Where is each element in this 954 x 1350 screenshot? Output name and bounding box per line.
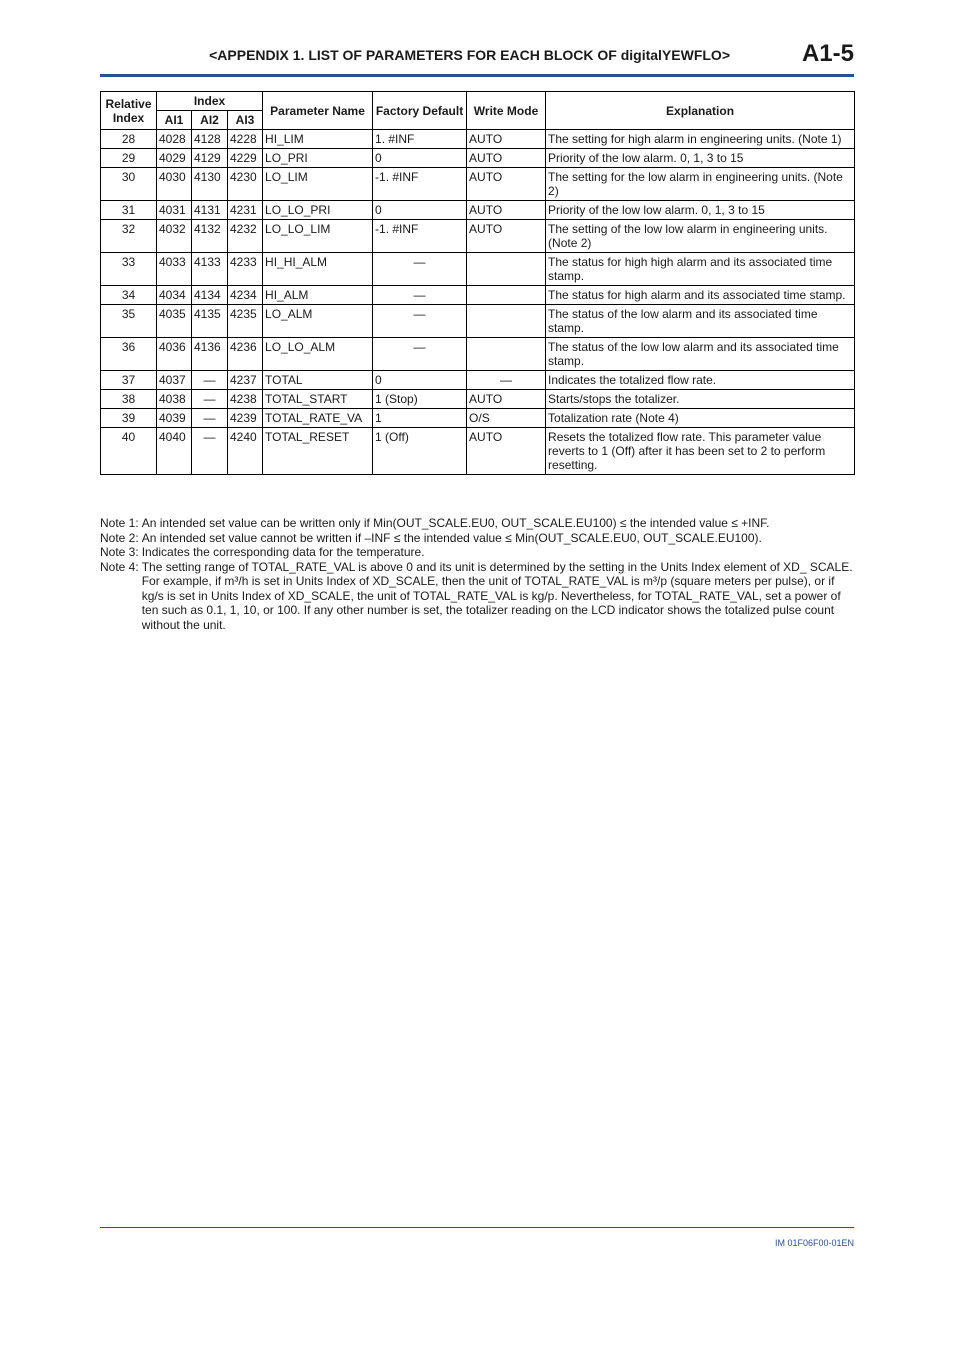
cell-parameter-name: HI_LIM [263, 130, 373, 149]
note-label: Note 3: [100, 545, 139, 559]
table-row [101, 409, 855, 428]
cell-explanation: The setting for high alarm in engineering units. (Note 1) [546, 130, 855, 149]
cell-explanation: The setting for the low alarm in engineering units. (Note 2) [546, 168, 855, 201]
table-row [101, 168, 855, 201]
cell-factory-default: 0 [373, 149, 467, 168]
cell-ai2-index: 4134 [192, 286, 228, 305]
cell-ai2-index: — [192, 390, 228, 409]
note-label: Note 2: [100, 530, 139, 545]
cell-factory-default: 1 (Stop) [373, 390, 467, 409]
cell-ai3-index: 4238 [228, 390, 263, 409]
cell-write-mode: AUTO [467, 390, 546, 409]
cell-ai1-index: 4035 [157, 305, 192, 338]
cell-factory-default: 1 (Off) [373, 428, 467, 475]
cell-explanation: Starts/stops the totalizer. [546, 390, 855, 409]
table-row [101, 253, 855, 286]
note-item [100, 560, 854, 633]
cell-parameter-name: TOTAL_START [263, 390, 373, 409]
cell-ai1-index: 4030 [157, 168, 192, 201]
cell-factory-default: 1 [373, 409, 467, 428]
cell-ai3-index: 4232 [228, 220, 263, 253]
cell-relative-index: 35 [101, 305, 157, 338]
cell-explanation: The status of the low alarm and its associated time stamp. [546, 305, 855, 338]
cell-ai1-index: 4033 [157, 253, 192, 286]
header-factory-default: Factory Default [373, 92, 467, 130]
cell-write-mode: AUTO [467, 428, 546, 475]
header-parameter-name: Parameter Name [263, 92, 373, 130]
cell-relative-index: 39 [101, 409, 157, 428]
cell-ai3-index: 4236 [228, 338, 263, 371]
header-index: Index [157, 92, 263, 111]
cell-ai2-index: 4135 [192, 305, 228, 338]
note-label: Note 4: [100, 559, 139, 574]
cell-ai3-index: 4237 [228, 371, 263, 390]
table-row [101, 130, 855, 149]
header-relative-index: Relative Index [101, 92, 157, 130]
cell-write-mode: O/S [467, 409, 546, 428]
cell-ai1-index: 4029 [157, 149, 192, 168]
notes-section [100, 516, 854, 632]
table-row [101, 286, 855, 305]
cell-parameter-name: LO_LIM [263, 168, 373, 201]
cell-relative-index: 29 [101, 149, 157, 168]
cell-explanation: Priority of the low alarm. 0, 1, 3 to 15 [546, 149, 855, 168]
note-text: An intended set value can be written only if Min(OUT_SCALE.EU0, OUT_SCALE.EU100) ≤ the intended value ≤ +INF. [141, 516, 770, 530]
cell-explanation: Indicates the totalized flow rate. [546, 371, 855, 390]
cell-factory-default: — [373, 338, 467, 371]
note-label: Note 1: [100, 516, 139, 530]
cell-write-mode [467, 286, 546, 305]
cell-parameter-name: LO_PRI [263, 149, 373, 168]
cell-relative-index: 33 [101, 253, 157, 286]
cell-write-mode [467, 338, 546, 371]
page-number: A1-5 [801, 40, 854, 67]
cell-ai2-index: 4130 [192, 168, 228, 201]
cell-ai3-index: 4234 [228, 286, 263, 305]
cell-factory-default: 0 [373, 371, 467, 390]
cell-write-mode: — [467, 371, 546, 390]
header-explanation: Explanation [546, 92, 855, 130]
cell-ai2-index: 4131 [192, 201, 228, 220]
header-ai2: AI2 [192, 111, 228, 130]
cell-explanation: The status of the low low alarm and its associated time stamp. [546, 338, 855, 371]
cell-ai2-index: 4128 [192, 130, 228, 149]
cell-ai3-index: 4240 [228, 428, 263, 475]
header-ai1: AI1 [157, 111, 192, 130]
header-divider [100, 74, 854, 77]
note-item [100, 545, 854, 560]
table-header-row [101, 92, 855, 111]
cell-ai2-index: 4132 [192, 220, 228, 253]
cell-ai3-index: 4228 [228, 130, 263, 149]
cell-factory-default: — [373, 286, 467, 305]
cell-ai3-index: 4230 [228, 168, 263, 201]
cell-ai3-index: 4231 [228, 201, 263, 220]
cell-ai1-index: 4038 [157, 390, 192, 409]
parameter-table [100, 91, 855, 475]
header-ai3: AI3 [228, 111, 263, 130]
cell-ai1-index: 4037 [157, 371, 192, 390]
cell-ai1-index: 4036 [157, 338, 192, 371]
table-row [101, 390, 855, 409]
note-text: The setting range of TOTAL_RATE_VAL is above 0 and its unit is determined by the setting in the Units Index element of XD_ SCALE. For example, if m³/h is set in Units Index of XD_SCALE, then the unit of TOTAL_RATE_VAL is m³/p (square meters per pulse), or if kg/s is set in Units Index of XD_SCALE, the unit of TOTAL_RATE_VAL is kg/p. Nevertheless, for TOTAL_RATE_VAL, set a power of ten such as 0.1, 1, 10, or 100. If any other number is set, the totalizer reading on the LCD indicator shows the totalized pulse count without the unit. [141, 559, 853, 632]
cell-factory-default: — [373, 305, 467, 338]
cell-explanation: The status for high high alarm and its associated time stamp. [546, 253, 855, 286]
cell-write-mode: AUTO [467, 130, 546, 149]
cell-parameter-name: LO_LO_PRI [263, 201, 373, 220]
cell-write-mode: AUTO [467, 149, 546, 168]
cell-ai2-index: — [192, 371, 228, 390]
note-item [100, 531, 854, 546]
cell-explanation: Resets the totalized flow rate. This parameter value reverts to 1 (Off) after it has been set to 2 to perform resetting. [546, 428, 855, 475]
cell-write-mode [467, 253, 546, 286]
cell-factory-default: — [373, 253, 467, 286]
note-text: Indicates the corresponding data for the temperature. [141, 545, 425, 559]
table-row [101, 305, 855, 338]
document-code: IM 01F06F00-01EN [774, 1238, 854, 1248]
cell-ai1-index: 4028 [157, 130, 192, 149]
cell-write-mode: AUTO [467, 201, 546, 220]
note-item [100, 516, 854, 531]
cell-relative-index: 36 [101, 338, 157, 371]
table-body [101, 130, 855, 475]
note-text: An intended set value cannot be written if –INF ≤ the intended value ≤ Min(OUT_SCALE.EU0, OUT_SCALE.EU100). [141, 530, 762, 545]
cell-relative-index: 32 [101, 220, 157, 253]
table-row [101, 220, 855, 253]
cell-relative-index: 28 [101, 130, 157, 149]
cell-write-mode: AUTO [467, 220, 546, 253]
cell-relative-index: 38 [101, 390, 157, 409]
cell-relative-index: 31 [101, 201, 157, 220]
cell-ai1-index: 4034 [157, 286, 192, 305]
cell-ai2-index: — [192, 428, 228, 475]
cell-ai2-index: 4133 [192, 253, 228, 286]
cell-factory-default: 0 [373, 201, 467, 220]
cell-parameter-name: TOTAL [263, 371, 373, 390]
cell-relative-index: 37 [101, 371, 157, 390]
cell-ai2-index: 4136 [192, 338, 228, 371]
cell-ai3-index: 4229 [228, 149, 263, 168]
cell-ai1-index: 4032 [157, 220, 192, 253]
cell-factory-default: -1. #INF [373, 168, 467, 201]
cell-explanation: Totalization rate (Note 4) [546, 409, 855, 428]
cell-explanation: Priority of the low low alarm. 0, 1, 3 to 15 [546, 201, 855, 220]
table-row [101, 149, 855, 168]
cell-ai2-index: 4129 [192, 149, 228, 168]
cell-parameter-name: HI_ALM [263, 286, 373, 305]
cell-factory-default: 1. #INF [373, 130, 467, 149]
cell-write-mode [467, 305, 546, 338]
cell-relative-index: 34 [101, 286, 157, 305]
cell-relative-index: 30 [101, 168, 157, 201]
cell-parameter-name: LO_ALM [263, 305, 373, 338]
cell-parameter-name: TOTAL_RESET [263, 428, 373, 475]
cell-ai3-index: 4233 [228, 253, 263, 286]
cell-explanation: The setting of the low low alarm in engineering units. (Note 2) [546, 220, 855, 253]
footer-divider [100, 1227, 854, 1228]
cell-parameter-name: TOTAL_RATE_VA [263, 409, 373, 428]
cell-ai2-index: — [192, 409, 228, 428]
cell-ai1-index: 4040 [157, 428, 192, 475]
table-row [101, 428, 855, 475]
cell-explanation: The status for high alarm and its associated time stamp. [546, 286, 855, 305]
table-row [101, 338, 855, 371]
cell-parameter-name: HI_HI_ALM [263, 253, 373, 286]
cell-relative-index: 40 [101, 428, 157, 475]
cell-ai1-index: 4031 [157, 201, 192, 220]
cell-ai3-index: 4235 [228, 305, 263, 338]
page-title: <APPENDIX 1. LIST OF PARAMETERS FOR EACH BLOCK OF digitalYEWFLO> [209, 47, 730, 63]
table-row [101, 371, 855, 390]
cell-ai3-index: 4239 [228, 409, 263, 428]
cell-parameter-name: LO_LO_ALM [263, 338, 373, 371]
header-write-mode: Write Mode [467, 92, 546, 130]
table-row [101, 201, 855, 220]
cell-parameter-name: LO_LO_LIM [263, 220, 373, 253]
cell-factory-default: -1. #INF [373, 220, 467, 253]
cell-write-mode: AUTO [467, 168, 546, 201]
cell-ai1-index: 4039 [157, 409, 192, 428]
